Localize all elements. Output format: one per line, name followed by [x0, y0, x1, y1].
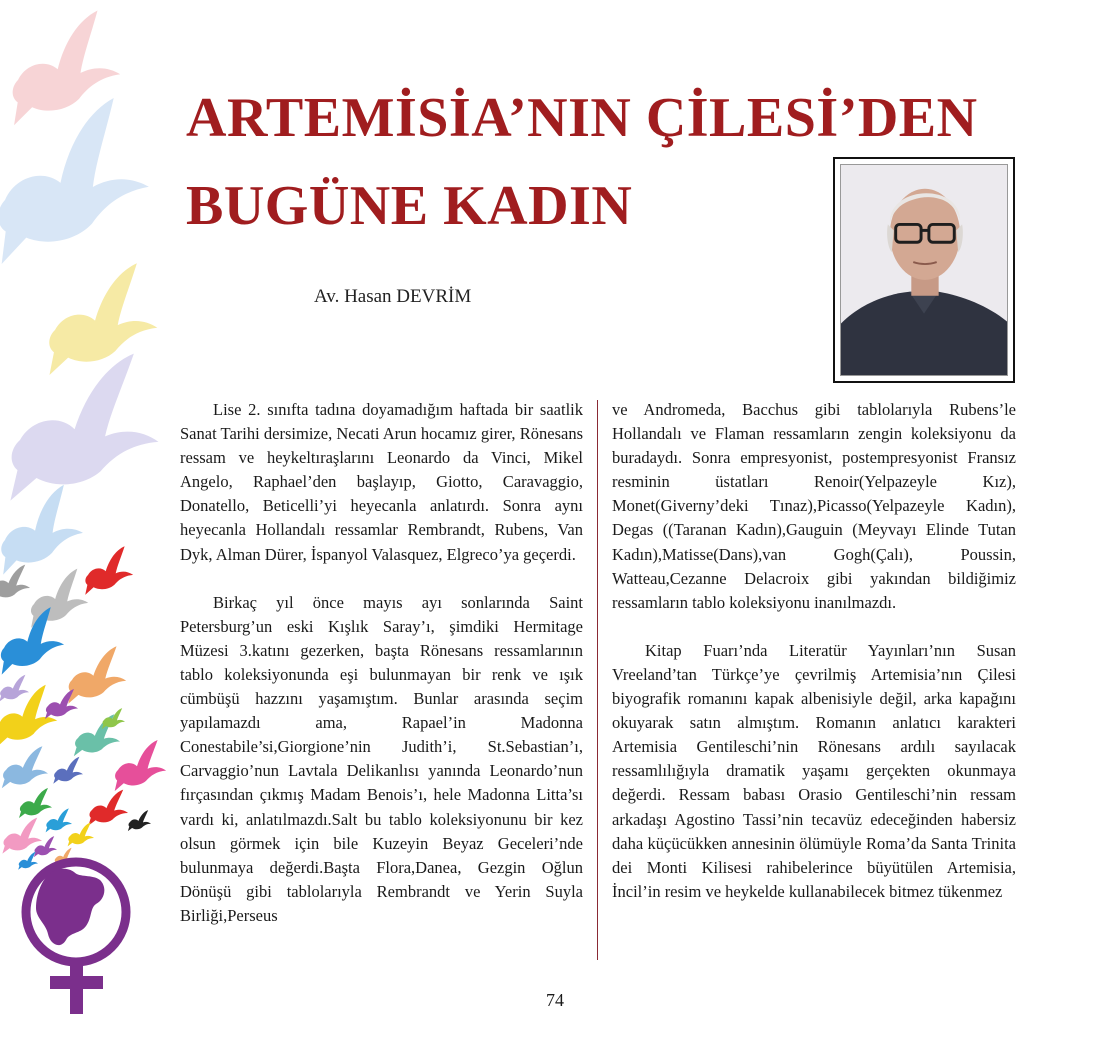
dove-icon: [53, 757, 83, 784]
dove-icon: [0, 675, 29, 702]
dove-icon: [102, 708, 125, 729]
dove-icon: [39, 262, 161, 375]
article-title-line-2: BUGÜNE KADIN: [186, 175, 633, 237]
dove-icon: [128, 810, 151, 831]
column-divider: [597, 400, 598, 960]
paragraph: Kitap Fuarı’nda Literatür Yayınları’nın Susan Vreeland’tan Türkçe’ye çevrilmiş Artemisia’nın Çilesi biyografik romanını kapak albenisiyle değil, arka kapağını okuyarak satın almıştım. Romanın anlatıcı karakteri Artemisia Gentileschi’nin Rönesans ardılı sayılacak ressamlılığıyla dramatik yaşamı gerçekten okunmaya değerdi. Ressam babası Orasio Gentileschi’nin ressam arkadaşı Agostino Tassi’nin tecavüz edeceğinden habersiz daha küçücükken annesinin ölümüyle Roma’da Santa Trinita dei Monti Kilisesi rahibelerince büyütülen Artemisia, İncil’in resim ve heykelde kullanabilecek bitmez tükenmez: [612, 640, 1016, 901]
page-number: 74: [546, 990, 564, 1010]
paragraph: Lise 2. sınıfta tadına doyamadığım haftada bir saatlik Sanat Tarihi dersimize, Necati Arun hocamız girer, Rönesans ressam ve heykeltıraşlarını Leonardo da Vinci, Mikel Angelo, Raphael’den başlayıp, Giotto, Caravaggio, Donatello, Beticelli’yi heyecanla anlatırdı. Sonra aynı heyecanla Hollandalı ressamlar Rembrandt, Rubens, Van Dyk, Alman Dürer, İspanyol Valasquez, Elgreco’ya geçerdi.: [180, 400, 583, 564]
article-column-right: [612, 398, 1016, 904]
author-name: Av. Hasan DEVRİM: [314, 286, 472, 307]
dove-icon: [46, 808, 72, 832]
dove-icon: [19, 788, 52, 818]
author-photo-frame: [833, 157, 1015, 383]
dove-icon: [111, 740, 167, 792]
dove-icon: [88, 790, 128, 826]
dove-icon: [68, 822, 94, 846]
dove-icon: [2, 746, 48, 788]
dove-icon: [1, 352, 162, 500]
dove-icon: [64, 646, 127, 704]
dove-border-decoration: [0, 0, 200, 1054]
dove-icon: [81, 546, 134, 595]
paragraph-continued: ve Andromeda, Bacchus gibi tablolarıyla Rubens’le Hollandalı ve Flaman ressamların zengin koleksiyonu da buradaydı. Sonra empresyonist, postempresyonist Fransız resminin üstatları Renoir(Yelpazeyle Kız), Monet(Giverny’deki Tınaz),Picasso(Yelpazeyle Kadın), Degas ((Taranan Kadın),Gauguin (Meyvayı Elinde Tutan Kadın),Matisse(Dans),van Gogh(Çalı), Poussin, Watteau,Cezanne Delacroix gibi yakından bildiğimiz ressamların tablo koleksiyonu inanılmazdı.: [612, 400, 1016, 612]
venus-symbol-icon: [26, 862, 126, 1014]
article-title-line-1: ARTEMİSİA’NIN ÇİLESİ’DEN: [186, 87, 978, 149]
article-column-left: [180, 398, 583, 928]
author-photo: [840, 164, 1008, 376]
paragraph: Birkaç yıl önce mayıs ayı sonlarında Saint Petersburg’un eski Kışlık Saray’ı, şimdiki Hermitage Müzesi 3.katını gezerken, başta Rönesans ressamlarının tablo koleksiyonunda eşi bulunmayan bir renk ve ışık cümbüşü hazzını yaşamıştım. Bunlar arasında seçim yapılamazdı ama, Rapael’in Madonna Conestabile’si,Giorgione’nin Judith’i, St.Sebastian’ı, Carvaggio’nun Lavtala Delikanlısı yanında Leonardo’nun fırçasından çıkmış Madam Benois’ı, hele Madonna Litta’sı vardı ki, anlatılmazdı.Salt bu tablo koleksiyonunu bir kez olsun görmek için bile Kuzeyin Beyaz Geceleri’nde bulunmaya değerdi.Başta Flora,Danea, Gezgin Oğlun Dönüşü gibi tablolarıyla Rembrandt ve Yerin Suyla Birliği,Perseus: [180, 592, 583, 925]
dove-icon: [25, 568, 90, 628]
dove-icon: [0, 95, 158, 264]
